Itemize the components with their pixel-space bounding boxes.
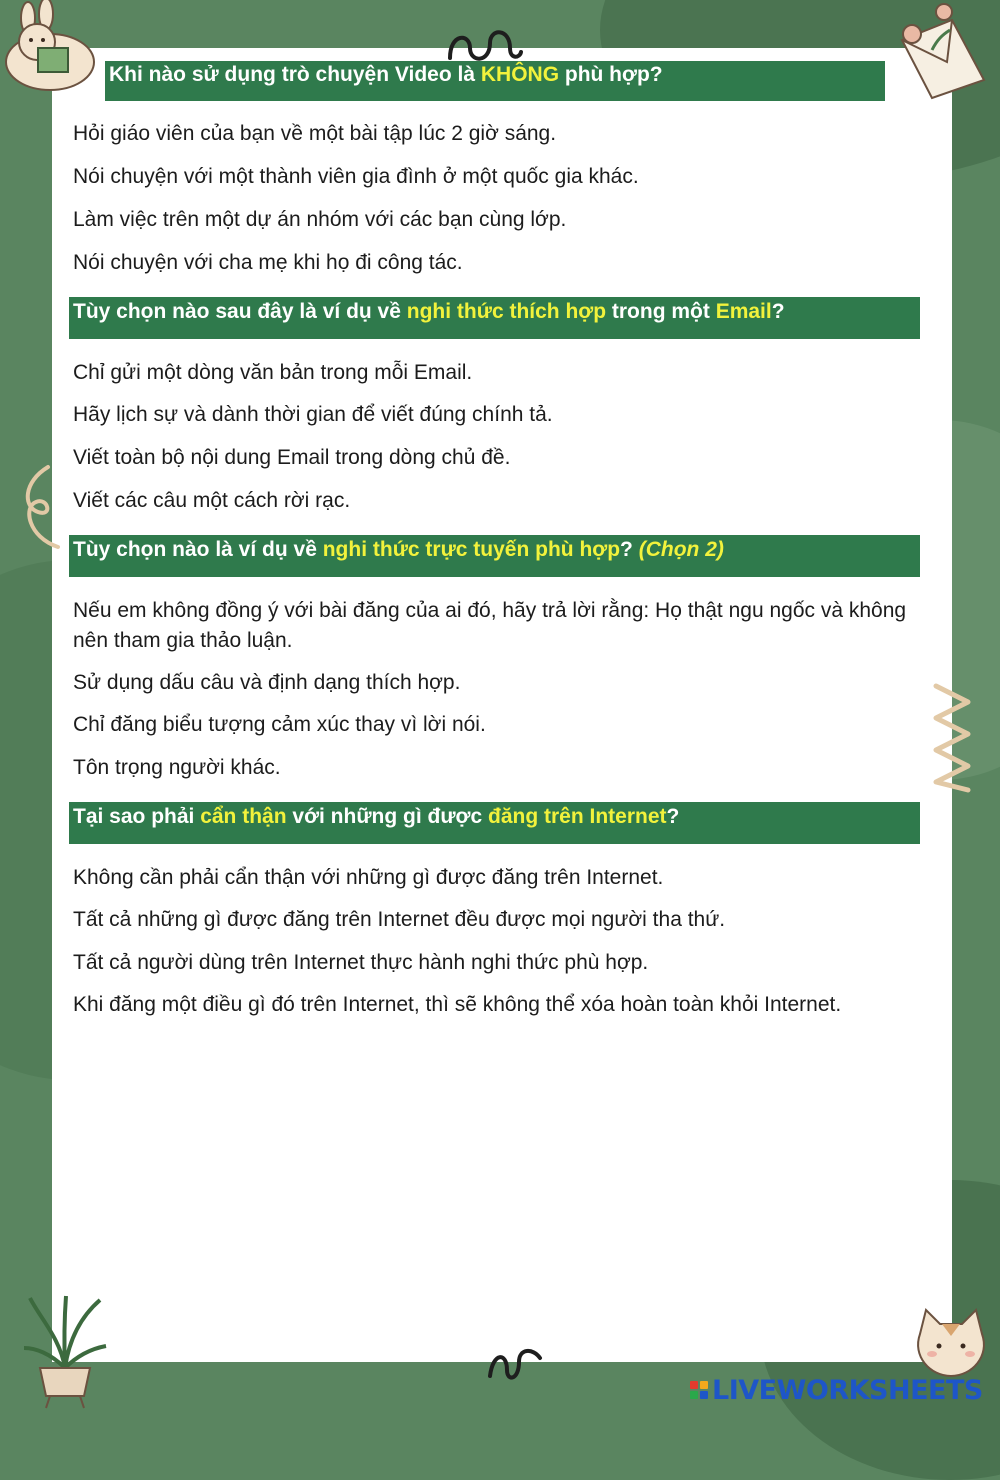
title-part: phù hợp? [559, 63, 663, 86]
answer-option[interactable]: Chỉ gửi một dòng văn bản trong mỗi Email. [73, 361, 473, 384]
logo-square [690, 1381, 698, 1389]
title-part: với những gì được [286, 805, 489, 828]
answer-option[interactable]: Khi đăng một điều gì đó trên Internet, thì sẽ không thể xóa hoàn toàn khỏi Internet. [73, 993, 842, 1016]
title-part: ? [666, 805, 680, 828]
title-part: Email [715, 300, 772, 323]
title-part: đăng trên Internet [488, 805, 667, 828]
answer-option[interactable]: Tất cả người dùng trên Internet thực hành nghi thức phù hợp. [73, 951, 649, 974]
bunny-reading-icon [0, 0, 110, 95]
title-part: nghi thức thích hợp [406, 300, 607, 323]
answer-option[interactable]: Không cần phải cẩn thận với những gì được đăng trên Internet. [73, 866, 664, 889]
question-title-4 [69, 802, 920, 844]
answer-option[interactable]: Chỉ đăng biểu tượng cảm xúc thay vì lời nói. [73, 713, 486, 736]
potted-plant-icon [20, 1288, 110, 1410]
title-part: Tại sao phải [73, 805, 201, 828]
question-title-3 [69, 535, 920, 577]
answer-option[interactable]: Nếu em không đồng ý với bài đăng của ai đó, hãy trả lời rằng: Họ thật ngu ngốc và không nên tham gia thảo luận. [73, 599, 907, 652]
loop-doodle-icon [18, 462, 68, 552]
title-part: (Chọn 2) [638, 538, 724, 561]
title-part: ? [771, 300, 785, 323]
zigzag-doodle-icon [928, 680, 976, 795]
logo-text: LIVEWORKSHEETS [712, 1374, 983, 1406]
answer-option[interactable]: Hãy lịch sự và dành thời gian để viết đúng chính tả. [73, 403, 553, 426]
logo-mark-icon [690, 1381, 708, 1399]
title-part: ? [620, 538, 639, 561]
question-title-2 [69, 297, 920, 339]
title-part: Khi nào sử dụng trò chuyện Video là [109, 63, 481, 86]
title-part: Tùy chọn nào là ví dụ về [73, 538, 323, 561]
answer-option[interactable]: Hỏi giáo viên của bạn về một bài tập lúc 2 giờ sáng. [73, 122, 557, 145]
logo-square [700, 1391, 708, 1399]
answer-option[interactable]: Viết các câu một cách rời rạc. [73, 489, 351, 512]
liveworksheets-logo [690, 1374, 983, 1406]
envelope-flower-icon [892, 0, 992, 100]
title-part: Tùy chọn nào sau đây là ví dụ về [73, 300, 407, 323]
answer-option[interactable]: Viết toàn bộ nội dung Email trong dòng chủ đề. [73, 446, 511, 469]
title-part: cẩn thận [200, 805, 287, 828]
answer-option[interactable]: Sử dụng dấu câu và định dạng thích hợp. [73, 671, 461, 694]
answer-option[interactable]: Làm việc trên một dự án nhóm với các bạn cùng lớp. [73, 208, 567, 231]
title-part: KHÔNG [480, 63, 560, 86]
logo-square [690, 1391, 698, 1399]
title-part: nghi thức trực tuyến phù hợp [322, 538, 621, 561]
squiggle-icon [445, 28, 525, 68]
answer-option[interactable]: Nói chuyện với cha mẹ khi họ đi công tác. [73, 251, 463, 274]
squiggle-bottom-icon [485, 1342, 545, 1384]
cat-face-icon [912, 1306, 990, 1378]
answer-option[interactable]: Tất cả những gì được đăng trên Internet đều được mọi người tha thứ. [73, 908, 726, 931]
answer-option[interactable]: Tôn trọng người khác. [73, 756, 281, 779]
worksheet-paper [52, 48, 952, 1362]
answer-option[interactable]: Nói chuyện với một thành viên gia đình ở một quốc gia khác. [73, 165, 639, 188]
logo-square [700, 1381, 708, 1389]
title-part: trong một [606, 300, 716, 323]
